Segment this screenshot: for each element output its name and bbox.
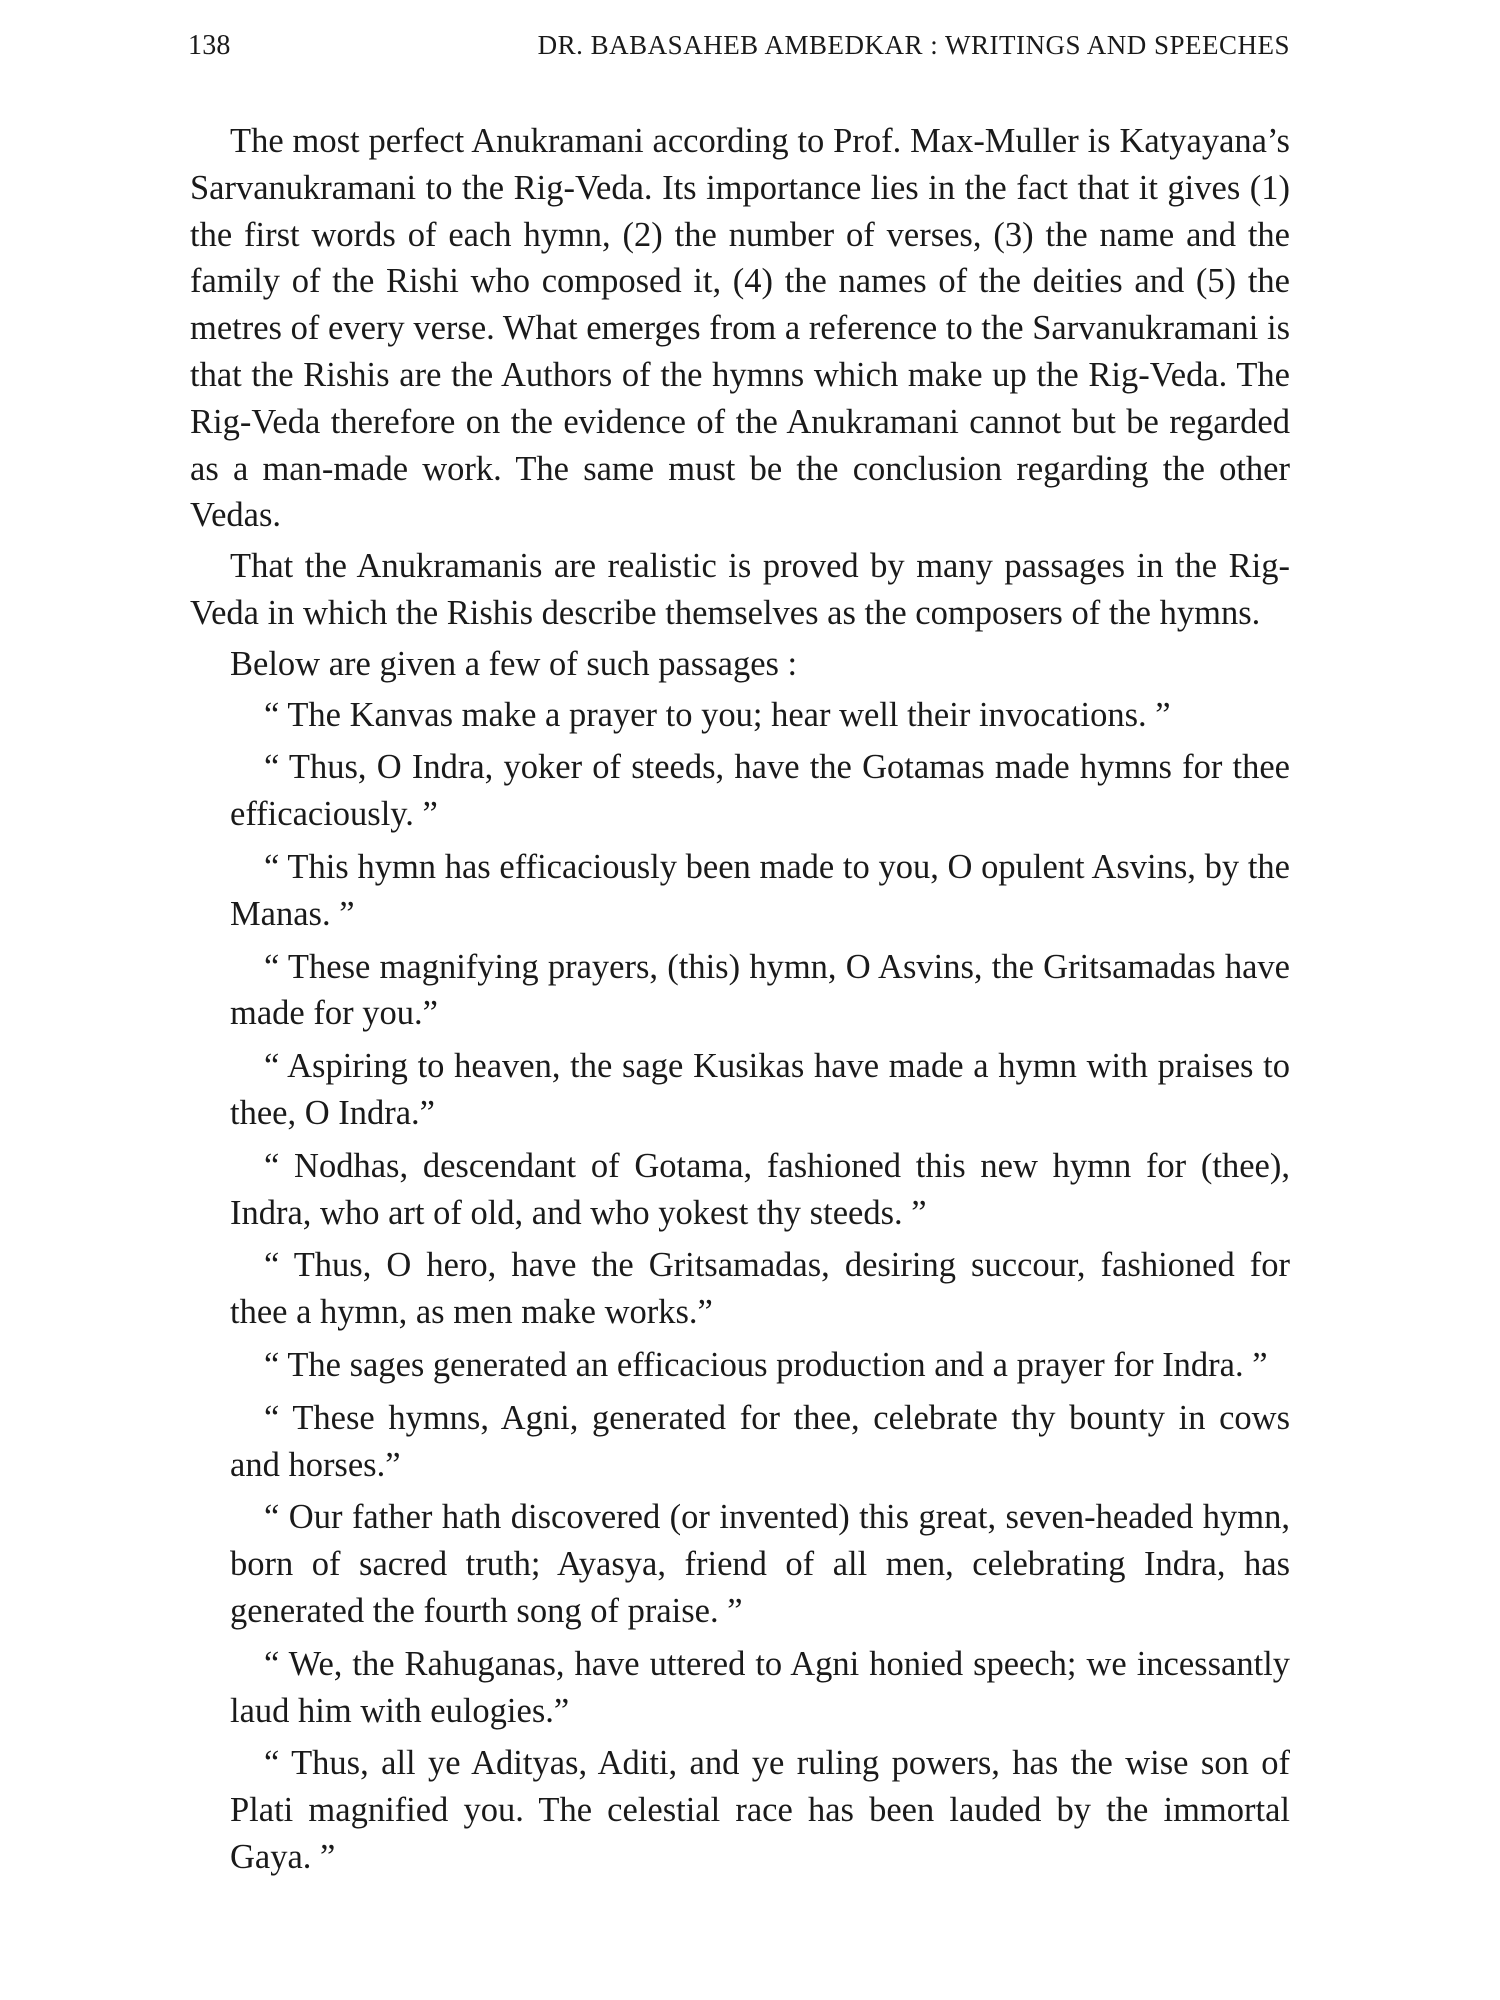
paragraph-anukramanis-realistic: That the Anukramanis are realistic is proved by many passages in the Rig-Veda in which the Rishis describe themselves as the composers of the hymns. [190,547,1290,632]
quote-passage: “ The sages generated an efficacious production and a prayer for Indra. ” [264,1345,1268,1384]
quote-passage: “ Aspiring to heaven, the sage Kusikas have made a hymn with praises to thee, O Indra.” [230,1047,1290,1132]
quote-passage: “ Thus, O hero, have the Gritsamadas, desiring succour, fashioned for thee a hymn, as men make works.” [230,1246,1290,1332]
quote-passage: “ Thus, all ye Adityas, Aditi, and ye ruling powers, has the wise son of Plati magnified you. The celestial race has been lauded by the immortal Gaya. ” [230,1744,1290,1876]
paragraph-passages-intro: Below are given a few of such passages : [230,644,798,683]
body-text [190,118,1290,1881]
book-page [190,30,1290,1887]
paragraph-anukramani-intro: The most perfect Anukramani according to Prof. Max-Muller is Katyayana’s Sarvanukramani to the Rig-Veda. Its importance lies in the fact that it gives (1) the first words of each hymn, (2) the number of verses, (3) the name and the family of the Rishi who composed it, (4) the names of the deities and (5) the metres of every verse. What emerges from a reference to the Sarvanukramani is that the Rishis are the Authors of the hymns which make up the Rig-Veda. The Rig-Veda therefore on the evidence of the Anukramani cannot but be regarded as a man-made work. The same must be the conclusion regarding the other Vedas. [190,122,1290,535]
quote-passage: “ These magnifying prayers, (this) hymn, O Asvins, the Gritsamadas have made for you.” [230,947,1290,1033]
quote-passage: “ We, the Rahuganas, have uttered to Agni honied speech; we incessantly laud him with eulogies.” [230,1644,1290,1730]
quote-passage: “ The Kanvas make a prayer to you; hear well their invocations. ” [264,695,1171,734]
quoted-passages [190,692,1290,1881]
quote-passage: “ Our father hath discovered (or invented) this great, seven-headed hymn, born of sacred truth; Ayasya, friend of all men, celebrating Indra, has generated the fourth song of praise. ” [230,1498,1290,1630]
running-title: DR. BABASAHEB AMBEDKAR : WRITINGS AND SPEECHES [537,30,1290,60]
quote-passage: “ This hymn has efficaciously been made to you, O opulent Asvins, by the Manas. ” [230,847,1290,933]
quote-passage: “ Thus, O Indra, yoker of steeds, have the Gotamas made hymns for thee efficaciously. ” [230,748,1290,834]
quote-passage: “ Nodhas, descendant of Gotama, fashioned this new hymn for (thee), Indra, who art of old, and who yokest thy steeds. ” [230,1146,1290,1232]
quote-passage: “ These hymns, Agni, generated for thee, celebrate thy bounty in cows and horses.” [230,1398,1290,1484]
page-header [188,30,1290,90]
page-number: 138 [188,30,231,61]
